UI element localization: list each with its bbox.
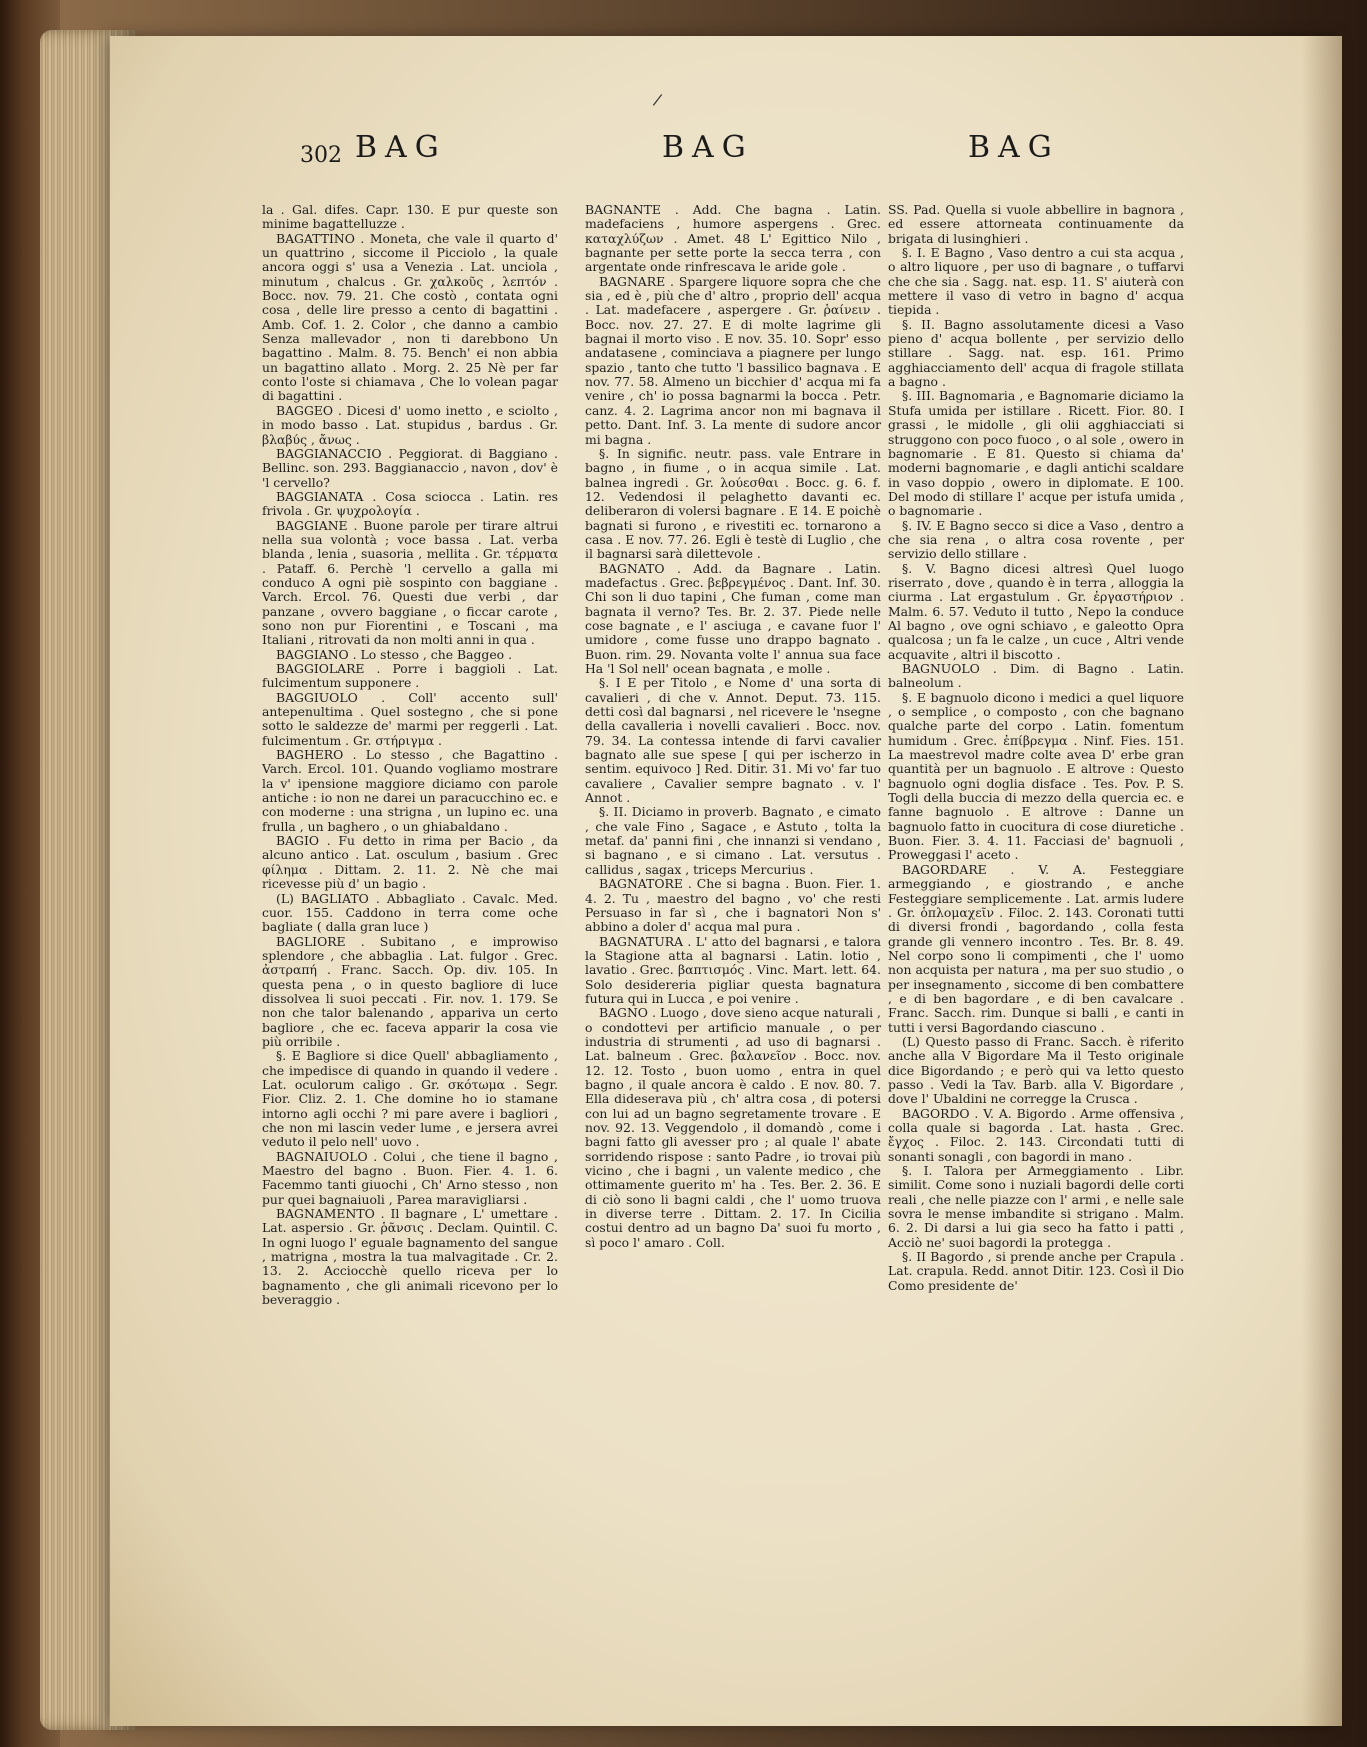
dictionary-entry: §. I. Talora per Armeggiamento . Libr. similit. Come sono i nuziali bagordi delle corti reali , che nelle piazze con l' armi , e nelle sale sovra le mense imbandite si strigano . Malm. 6. 2. Di darsi a lui gia seco ha fatto i patti , Acciò ne' suoi bagordi la protegga . <box>888 1163 1184 1250</box>
ink-mark: / <box>651 89 664 110</box>
dictionary-entry: §. IV. E Bagno secco si dice a Vaso , dentro a che sia rena , o altra cosa rovente , per servizio dello stillare . <box>888 517 1184 562</box>
dictionary-entry: §. III. Bagnomaria , e Bagnomarie diciamo la Stufa umida per istillare . Ricett. Fior. 80. I grassi , le midolle , gli olii agghiacciati si struggono con poco fuoco , o al sole , owero in bagnomarie . E 81. Questo si chiama da' moderni bagnomarie , e dagli antichi scaldare in vaso doppio , owero in diplomate. E 100. Del modo di stillare l' acque per istufa umida , o bagnomarie . <box>888 388 1184 519</box>
dictionary-entry: BAGGIUOLO . Coll' accento sull' antepenultima . Quel sostegno , che si pone sotto le saldezze de' marmi per reggerli . Lat. fulcimentum . Gr. στήριγμα . <box>262 689 558 748</box>
column-1 <box>262 203 558 1307</box>
dictionary-entry: BAGNATORE . Che si bagna . Buon. Fier. 1. 4. 2. Tu , maestro del bagno , vo' che resti Persuaso in far sì , che i bagnatori Non s' abbino a doler d' acqua mal pura . <box>585 876 881 935</box>
dictionary-entry: BAGNAMENTO . Il bagnare , L' umettare . Lat. aspersio . Gr. ῥᾶνσις . Declam. Quintil. C. In ogni luogo l' eguale bagnamento del sangue , matrigna , mostra la tua malvagitade . Cr. 2. 13. 2. Acciocchè quello riceva per lo bagnamento , che gli animali ricevono per lo beveraggio . <box>262 1206 558 1308</box>
dictionary-entry: BAGHERO . Lo stesso , che Bagattino . Varch. Ercol. 101. Quando vogliamo mostrare la v' ipensione maggiore diciamo con parole antiche : io non ne darei un paracucchino ec. e con moderne : una strigna , un lupino ec. una frulla , un baghero , o un ghiabaldano . <box>262 747 558 834</box>
dictionary-entry: §. E bagnuolo dicono i medici a quel liquore , o semplice , o composto , con che bagnano qualche parte del corpo . Latin. fomentum humidum . Grec. ἐπίβρεγμα . Ninf. Fies. 151. La maestrevol madre colte avea D' erbe gran quantità per un bagnuolo . E altrove : Questo bagnuolo ogni doglia disface . Tes. Pov. P. S. Togli della buccia di mezzo della quercia ec. e fanne bagnuolo . E altrove : Danne un bagnuolo fatto in cuocitura di cose diuretiche . Buon. Fier. 3. 4. 11. Facciasi de' bagnuoli , Proweggasi l' aceto . <box>888 689 1184 863</box>
dictionary-entry: §. In signific. neutr. pass. vale Entrare in bagno , in fiume , o in acqua simile . Lat. balnea ingredi . Gr. λούεσθαι . Bocc. g. 6. f. 12. Vedendosi il pelaghetto davanti ec. deliberaron di volersi bagnare . E 14. E poichè bagnati si furono , e rivestiti ec. tornarono a casa . E nov. 77. 26. Egli è testè di Luglio , che il bagnarsi sarà dilettevole . <box>585 445 881 562</box>
dictionary-entry: la . Gal. difes. Capr. 130. E pur queste son minime bagattelluzze . <box>262 202 558 232</box>
dictionary-entry: BAGNO . Luogo , dove sieno acque naturali , o condottevi per artificio manuale , o per industria di strumenti , ad uso di bagnarsi . Lat. balneum . Grec. βαλανεῖον . Bocc. nov. 12. 12. Tosto , buon uomo , entra in quel bagno , il quale ancora è caldo . E nov. 80. 7. Ella dideserava più , ch' altra cosa , di potersi con lui ad un bagno segretamente trovare . E nov. 92. 13. Veggendolo , il domandò , come i bagni fatto gli avesser pro ; al quale l' abate sorridendo rispose : santo Padre , io trovai più vicino , che i bagni , un valente medico , che ottimamente guerito m' ha . Tes. Ber. 2. 36. E di ciò sono li bagni caldi , che l' uomo truova in diverse terre . Dittam. 2. 17. In Cicilia costui dentro ad un bagno Da' suoi fu morto , sì poco l' amaro . Coll. <box>585 1005 881 1250</box>
running-head-left: BAG <box>355 130 447 165</box>
dictionary-entry: BAGLIORE . Subitano , e improwiso splendore , che abbaglia . Lat. fulgor . Grec. ἀστραπή . Franc. Sacch. Op. div. 105. In questa pena , o in questo bagliore di luce dissolvea li suoi peccati . Fir. nov. 1. 179. Se non che talor balenando , appariva un certo bagliore , che ec. faceva apparir la cosa vie più orribile . <box>262 933 558 1049</box>
dictionary-entry: BAGGIANO . Lo stesso , che Baggeo . <box>276 646 513 662</box>
dictionary-entry: SS. Pad. Quella si vuole abbellire in bagnora , ed essere attorneata continuamente da brigata di lusinghieri . <box>888 202 1184 246</box>
dictionary-entry: (L) Questo passo di Franc. Sacch. è riferito anche alla V Bigordare Ma il Testo originale dice Bigordando ; e però qui va letto questo passo . Vedi la Tav. Barb. alla V. Bigordare , dove l' Ubaldini ne corregge la Crusca . <box>888 1033 1184 1107</box>
dictionary-entry: BAGNATURA . L' atto del bagnarsi , e talora la Stagione atta al bagnarsi . Latin. lotio , lavatio . Grec. βαπτισμός . Vinc. Mart. lett. 64. Solo desidereria pigliar questa bagnatura futura qui in Lucca , e poi venire . <box>585 933 881 1006</box>
dictionary-entry: §. E Bagliore si dice Quell' abbagliamento , che impedisce di quando in quando il vedere . Lat. oculorum caligo . Gr. σκότωμα . Segr. Fior. Cliz. 2. 1. Che domine ho io stamane intorno agli occhi ? mi pare avere i bagliori , che non mi lascin veder lume , e jersera avrei veduto il pelo nell' uovo . <box>262 1048 558 1150</box>
dictionary-entry: §. I. E Bagno , Vaso dentro a cui sta acqua , o altro liquore , per uso di bagnare , o tuffarvi che che sia . Sagg. nat. esp. 11. S' aiuterà con mettere il vaso di vetro in bagno d' acqua tiepida . <box>888 245 1184 318</box>
dictionary-entry: BAGNARE . Spargere liquore sopra che che sia , ed è , più che d' altro , proprio dell' acqua . Lat. madefacere , aspergere . Gr. ῥαίνειν . Bocc. nov. 27. 27. E di molte lagrime gli bagnai il morto viso . E nov. 35. 10. Sopr' esso andatasene , cominciava a piagnere per lungo spazio , tanto che tutto 'l bassilico bagnava . E nov. 77. 58. Almeno un bicchier d' acqua mi fa venire , ch' io possa bagnarmi la bocca . Petr. canz. 4. 2. Lagrima ancor non mi bagnava il petto. Dant. Inf. 3. La mente di sudore ancor mi bagna . <box>585 273 881 447</box>
running-head-right: BAG <box>968 130 1060 165</box>
dictionary-entry: BAGATTINO . Moneta, che vale il quarto d' un quattrino , siccome il Picciolo , la quale ancora oggi s' usa a Venezia . Lat. unciola , minutum , chalcus . Gr. χαλκοῦς , λεπτόν . Bocc. nov. 79. 21. Che costò , contata ogni cosa , delle lire presso a cento di bagattini . Amb. Cof. 1. 2. Color , che danno a cambio Senza mallevador , non ti darebbono Un bagattino . Malm. 8. 75. Bench' ei non abbia un bagattino allato . Morg. 2. 25 Nè per far conto l'oste si chiamava , Che lo volean pagar di bagattini . <box>262 230 558 404</box>
dictionary-entry: BAGNAIUOLO . Colui , che tiene il bagno , Maestro del bagno . Buon. Fier. 4. 1. 6. Facemmo tanti giuochi , Ch' Arno stesso , non pur quei bagnaiuoli , Parea maravigliarsi . <box>262 1148 558 1207</box>
dictionary-entry: §. II Bagordo , si prende anche per Crapula . Lat. crapula. Redd. annot Ditir. 123. Così il Dio Como presidente de' <box>888 1249 1184 1293</box>
dictionary-entry: BAGNUOLO . Dim. di Bagno . Latin. balneolum . <box>888 661 1184 691</box>
dictionary-entry: BAGORDARE . V. A. Festeggiare armeggiando , e giostrando , e anche Festeggiare semplicemente . Lat. armis ludere . Gr. ὁπλομαχεῖν . Filoc. 2. 143. Coronati tutti di diversi frondi , bagordando , colla festa grande gli vennero incontro . Tes. Br. 8. 49. Nel corpo sono li compimenti , che l' uomo non acquista per natura , ma per suo studio , o per insegnamento , siccome di ben combattere , e di ben bagordare , e di ben cavalcare . Franc. Sacch. rim. Dunque si balli , e canti in tutti i versi Bagordando ciascuno . <box>888 861 1184 1035</box>
dictionary-entry: (L) BAGLIATO . Abbagliato . Cavalc. Med. cuor. 155. Caddono in terra come oche bagliate ( dalla gran luce ) <box>262 890 558 935</box>
dictionary-entry: BAGGIANATA . Cosa sciocca . Latin. res frivola . Gr. ψυχρολογία . <box>262 488 558 519</box>
dictionary-entry: BAGGIANACCIO . Peggiorat. di Baggiano . Bellinc. son. 293. Baggianaccio , navon , dov' è 'l cervello? <box>262 445 558 490</box>
dictionary-entry: BAGGIOLARE . Porre i baggioli . Lat. fulcimentum supponere . <box>262 661 558 691</box>
dictionary-entry: BAGNATO . Add. da Bagnare . Latin. madefactus . Grec. βεβρεγμένος . Dant. Inf. 30. Chi son li duo tapini , Che fuman , come man bagnata il verno? Tes. Br. 2. 37. Piede nelle cose bagnate , e l' asciuga , e cavane fuor l' umidore , come fusse uno drappo bagnato . Buon. rim. 29. Novanta volte l' annua sua face Ha 'l Sol nell' ocean bagnata , e molle . <box>585 560 881 676</box>
dictionary-entry: §. II. Bagno assolutamente dicesi a Vaso pieno d' acqua bollente , per servizio dello stillare . Sagg. nat. esp. 161. Primo agghiacciamento dell' acqua di fragole stillata a bagno . <box>888 316 1184 390</box>
dictionary-entry: BAGGIANE . Buone parole per tirare altrui nella sua volontà ; voce bassa . Lat. verba blanda , lenia , suasoria , mellita . Gr. τέρματα . Pataff. 6. Perchè 'l cervello a galla mi conduco A ogni piè sospinto con baggiane . Varch. Ercol. 76. Questi due verbi , dar panzane , ovvero baggiane , o ficcar carote , sono non pur Fiorentini , e Toscani , ma Italiani , ritrovati da non molti anni in qua . <box>262 517 558 648</box>
page-gutter <box>1302 36 1342 1726</box>
dictionary-entry: BAGNANTE . Add. Che bagna . Latin. madefaciens , humore aspergens . Grec. καταχλύζων . Amet. 48 L' Egittico Nilo , bagnante per sette porte la secca terra , con argentate onde rinfrescava le aride gole . <box>585 202 881 275</box>
dictionary-entry: BAGGEO . Dicesi d' uomo inetto , e sciolto , in modo basso . Lat. stupidus , bardus . Gr. βλαβύς , ἄνως . <box>262 402 558 447</box>
dictionary-entry: BAGIO . Fu detto in rima per Bacio , da alcuno antico . Lat. osculum , basium . Grec φίλημα . Dittam. 2. 11. 2. Nè che mai ricevesse più d' un bagio . <box>262 833 558 892</box>
page-number: 302 <box>300 143 342 168</box>
dictionary-entry: §. V. Bagno dicesi altresì Quel luogo riserrato , dove , quando è in terra , alloggia la ciurma . Lat ergastulum . Gr. ἐργαστήριον . Malm. 6. 57. Veduto il tutto , Nepo la conduce Al bagno , ove ogni schiavo , e galeotto Opra qualcosa ; un fa le calze , un cuce , Altri vende acquavite , altri il biscotto . <box>888 560 1184 662</box>
dictionary-entry: §. I E per Titolo , e Nome d' una sorta di cavalieri , di che v. Annot. Deput. 73. 115. detti così dal bagnarsi , nel ricevere le 'nsegne della cavalleria i novelli cavalieri . Bocc. nov. 79. 34. La contessa intende di farvi cavalier bagnato alle sue spese [ qui per ischerzo in sentim. equivoco ] Red. Ditir. 31. Mi vo' far tuo cavaliere , Cavalier sempre bagnato . v. l' Annot . <box>585 675 881 806</box>
dictionary-entry: BAGORDO . V. A. Bigordo . Arme offensiva , colla quale si bagorda . Lat. hasta . Grec. ἔγχος . Filoc. 2. 143. Circondati tutti di sonanti sonagli , con bagordi in mano . <box>888 1105 1184 1164</box>
column-3 <box>888 203 1184 1293</box>
running-head-center: BAG <box>662 130 754 165</box>
dictionary-entry: §. II. Diciamo in proverb. Bagnato , e cimato , che vale Fino , Sagace , e Astuto , tolta la metaf. da' panni fini , che innanzi si vendano , si bagnano , e si cimano . Lat. versutus . callidus , sagax , triceps Mercurius . <box>585 804 881 877</box>
column-2 <box>585 203 881 1250</box>
